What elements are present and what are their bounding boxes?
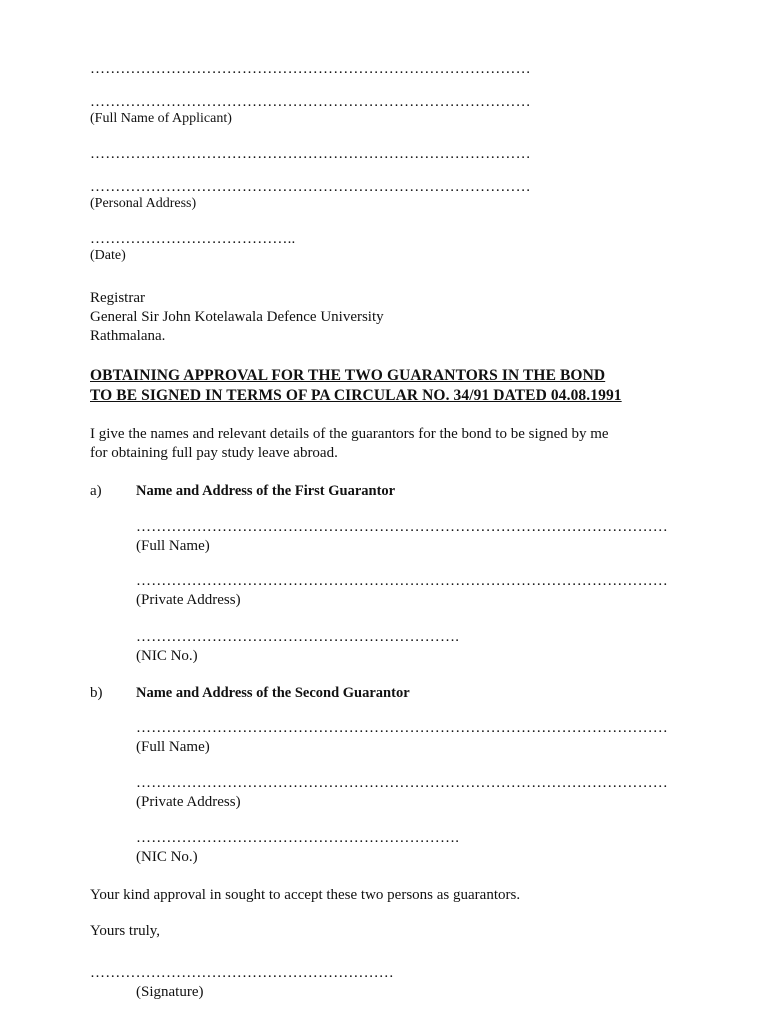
subject-heading-line-2: TO BE SIGNED IN TERMS OF PA CIRCULAR NO. 34/91 DATED 04.08.1991 <box>90 387 622 404</box>
applicant-address-line-2: …………………………………………………………………………… <box>90 179 531 195</box>
guarantor-b-full-name-line: …………………………………………………………………………………………… <box>136 720 668 736</box>
guarantor-a-address-label: (Private Address) <box>136 592 241 608</box>
guarantor-a-title: Name and Address of the First Guarantor <box>136 483 396 499</box>
recipient-line-2: General Sir John Kotelawala Defence University <box>90 309 384 325</box>
applicant-date-label: (Date) <box>90 248 126 263</box>
applicant-address-line-1: …………………………………………………………………………… <box>90 146 531 162</box>
guarantor-b-full-name-label: (Full Name) <box>136 739 210 755</box>
guarantor-a-nic-line: ………………………………………………………. <box>136 629 460 645</box>
recipient-line-1: Registrar <box>90 290 145 306</box>
guarantor-b-address-line: …………………………………………………………………………………………… <box>136 775 668 791</box>
subject-heading-line-1: OBTAINING APPROVAL FOR THE TWO GUARANTORS IN THE BOND <box>90 367 606 384</box>
guarantor-b-marker: b) <box>90 685 103 701</box>
guarantor-a-marker: a) <box>90 483 102 499</box>
guarantor-a-nic-label: (NIC No.) <box>136 648 198 664</box>
guarantor-b-title: Name and Address of the Second Guarantor <box>136 685 410 701</box>
guarantor-b-address-label: (Private Address) <box>136 794 241 810</box>
applicant-name-label: (Full Name of Applicant) <box>90 111 232 126</box>
closing-salutation: Yours truly, <box>90 923 161 939</box>
guarantor-a-address-line: …………………………………………………………………………………………… <box>136 573 668 589</box>
applicant-name-line-1: …………………………………………………………………………… <box>90 61 531 77</box>
recipient-line-3: Rathmalana. <box>90 328 166 344</box>
intro-line-2: for obtaining full pay study leave abroad. <box>90 445 338 461</box>
guarantor-a-full-name-line: …………………………………………………………………………………………… <box>136 519 668 535</box>
applicant-date-line: ………………………………….. <box>90 231 296 247</box>
signature-line: …………………………………………………… <box>90 965 394 981</box>
guarantor-a-full-name-label: (Full Name) <box>136 538 210 554</box>
guarantor-b-nic-label: (NIC No.) <box>136 849 198 865</box>
closing-request: Your kind approval in sought to accept these two persons as guarantors. <box>90 887 521 903</box>
signature-label: (Signature) <box>136 984 204 1000</box>
applicant-name-line-2: …………………………………………………………………………… <box>90 94 531 110</box>
applicant-address-label: (Personal Address) <box>90 196 197 211</box>
intro-line-1: I give the names and relevant details of the guarantors for the bond to be signed by me <box>90 426 609 442</box>
guarantor-b-nic-line: ………………………………………………………. <box>136 830 460 846</box>
